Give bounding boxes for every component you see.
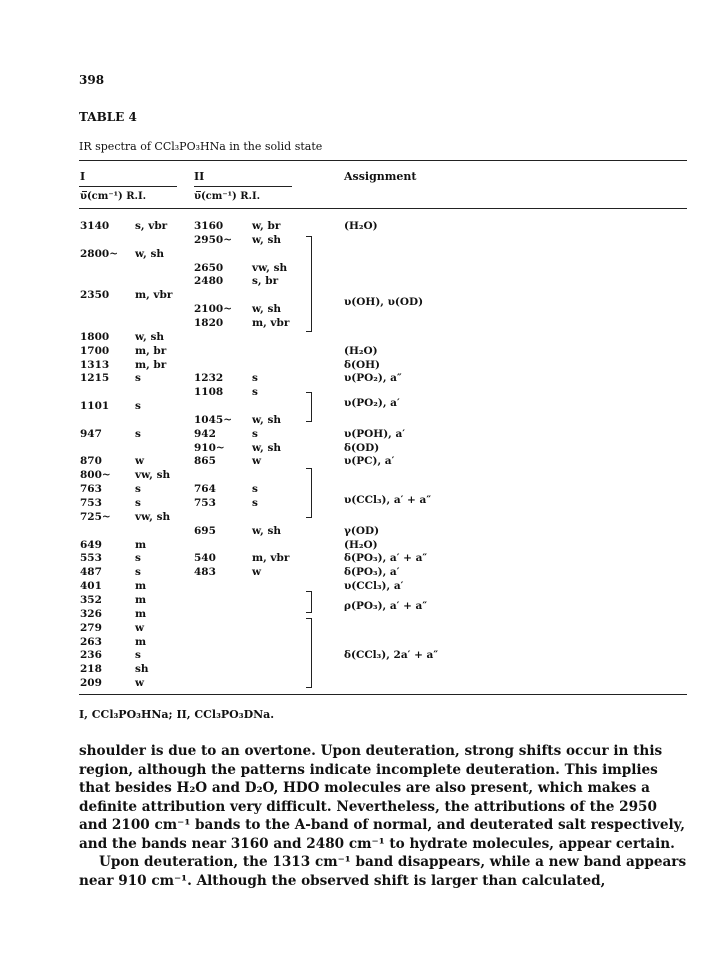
body-paragraph-2: Upon deuteration, the 1313 cm⁻¹ band disappears, while a new band appears near 910 cm⁻¹. Although the observed shift is larger than calculated, (79, 854, 687, 889)
cell-ri-ii: s (252, 497, 258, 509)
cell-freq-ii: 2650 (194, 261, 224, 274)
cell-assignment: δ(CCl₃), 2a′ + a″ (344, 649, 439, 662)
cell-freq-i: 326 (80, 607, 102, 620)
cell-freq-i: 553 (80, 552, 102, 565)
cell-ri-ii: s, br (252, 275, 279, 288)
cell-ri-ii: w, sh (252, 524, 282, 537)
cell-freq-ii: 942 (194, 427, 216, 440)
cell-freq-ii: 910~ (194, 441, 225, 454)
cell-freq-ii: 2480 (194, 275, 224, 288)
cell-assignment: υ(PO₂), a′ (344, 397, 400, 410)
header-col-ii: II (194, 170, 205, 183)
cell-ri-ii: s (252, 427, 258, 440)
cell-freq-i: 218 (80, 663, 102, 676)
cell-ri-ii: w (252, 455, 262, 468)
cell-ri-ii: s (252, 386, 258, 399)
cell-ri-i: vw, sh (135, 469, 171, 482)
body-text (79, 742, 689, 890)
cell-ri-i: w, sh (135, 247, 165, 260)
cell-freq-i: 800~ (80, 469, 111, 482)
cell-freq-i: 236 (80, 649, 102, 662)
cell-freq-i: 263 (80, 635, 102, 648)
cell-freq-i: 2350 (80, 289, 110, 302)
cell-freq-i: 279 (80, 621, 102, 634)
header-i-underline (79, 186, 177, 187)
cell-ri-ii: s (252, 372, 258, 385)
cell-freq-i: 1215 (80, 372, 110, 385)
cell-freq-i: 763 (80, 483, 102, 496)
cell-assignment: γ(OD) (344, 524, 380, 537)
table-bottom-rule (79, 694, 687, 695)
header-col-i: I (80, 170, 86, 183)
cell-freq-i: 209 (80, 677, 102, 690)
cell-ri-ii: w (252, 566, 262, 579)
cell-ri-i: w (135, 621, 145, 634)
cell-ri-i: s (135, 497, 141, 509)
cell-freq-i: 487 (80, 566, 102, 579)
cell-freq-i: 3140 (80, 220, 110, 232)
table-label: TABLE 4 (79, 110, 137, 124)
cell-freq-i: 753 (80, 497, 102, 509)
cell-assignment: υ(PO₂), a″ (344, 372, 402, 385)
table-caption: IR spectra of CCl₃PO₃HNa in the solid state (79, 140, 323, 153)
cell-freq-i: 352 (80, 593, 102, 606)
cell-ri-ii: m, vbr (252, 316, 290, 329)
cell-freq-ii: 1108 (194, 386, 224, 399)
cell-ri-i: w (135, 677, 145, 690)
cell-ri-ii: w, sh (252, 233, 282, 246)
cell-assignment: ρ(PO₃), a′ + a″ (344, 599, 428, 612)
cell-ri-ii: w, sh (252, 441, 282, 454)
cell-ri-i: s (135, 566, 141, 579)
cell-assignment: υ(OH), υ(OD) (344, 296, 424, 309)
cell-assignment: υ(PC), a′ (344, 455, 395, 468)
cell-ri-i: s (135, 427, 141, 440)
page-number: 398 (79, 73, 105, 87)
cell-assignment: υ(POH), a′ (344, 427, 406, 440)
cell-ri-i: sh (135, 663, 149, 676)
cell-freq-ii: 2100~ (194, 303, 233, 316)
body-paragraph-1: shoulder is due to an overtone. Upon deuteration, strong shifts occur in this region, although the patterns indicate incomplete deuteration. This implies that besides H₂O and D₂O, HDO molecules are also present, which makes a definite attribution very difficult. Nevertheless, the attributions of the 2950 and 2100 cm⁻¹ bands to the A-band of normal, and deuterated salt respectively, and the bands near 3160 and 2480 cm⁻¹ to hydrate molecules, appear certain. (79, 743, 685, 852)
cell-freq-i: 2800~ (80, 247, 119, 260)
table-footnote: I, CCl₃PO₃HNa; II, CCl₃PO₃DNa. (79, 708, 275, 721)
cell-freq-ii: 764 (194, 483, 216, 496)
cell-ri-i: m, br (135, 358, 167, 371)
cell-assignment: υ(CCl₃), a′ (344, 580, 404, 593)
cell-assignment: (H₂O) (344, 344, 378, 357)
cell-assignment: δ(OD) (344, 441, 380, 454)
cell-freq-ii: 540 (194, 552, 216, 565)
cell-ri-ii: s (252, 483, 258, 496)
cell-freq-ii: 2950~ (194, 233, 233, 246)
cell-ri-i: s, vbr (135, 220, 168, 232)
cell-assignment: (H₂O) (344, 220, 378, 232)
cell-ri-i: m (135, 635, 147, 648)
cell-ri-i: w, sh (135, 330, 165, 343)
cell-ri-i: m (135, 607, 147, 620)
bracket-delta-ccl3 (306, 618, 312, 688)
cell-freq-i: 870 (80, 455, 102, 468)
cell-ri-ii: m, vbr (252, 552, 290, 565)
cell-ri-i: s (135, 552, 141, 565)
cell-ri-i: m (135, 538, 147, 551)
header-ii-underline (194, 186, 292, 187)
cell-ri-i: s (135, 649, 141, 662)
bracket-ccl3 (306, 468, 312, 518)
bracket-rho-po3 (306, 591, 312, 613)
cell-assignment: δ(OH) (344, 358, 381, 371)
cell-freq-ii: 695 (194, 524, 216, 537)
cell-ri-i: m, vbr (135, 289, 173, 302)
cell-freq-i: 1700 (80, 344, 110, 357)
cell-assignment: υ(CCl₃), a′ + a″ (344, 494, 432, 506)
cell-freq-ii: 865 (194, 455, 216, 468)
cell-freq-i: 1313 (80, 358, 110, 371)
cell-freq-ii: 1232 (194, 372, 224, 385)
cell-freq-ii: 753 (194, 497, 216, 509)
subheader-col-i: υ̅(cm⁻¹) R.I. (80, 191, 147, 202)
cell-freq-i: 1800 (80, 330, 110, 343)
cell-ri-i: m (135, 580, 147, 593)
cell-freq-i: 725~ (80, 510, 111, 523)
cell-ri-i: s (135, 483, 141, 496)
cell-ri-ii: w, sh (252, 303, 282, 316)
cell-freq-ii: 1045~ (194, 413, 233, 426)
cell-freq-ii: 483 (194, 566, 216, 579)
cell-ri-i: s (135, 400, 141, 413)
cell-freq-ii: 1820 (194, 316, 224, 329)
subheader-col-ii: υ̅(cm⁻¹) R.I. (194, 191, 261, 202)
header-assignment: Assignment (344, 170, 417, 183)
header-bottom-rule (79, 208, 687, 209)
bracket-oh-od (306, 236, 312, 332)
cell-assignment: δ(PO₃), a′ + a″ (344, 552, 428, 565)
cell-ri-i: w (135, 455, 145, 468)
cell-ri-ii: w, sh (252, 413, 282, 426)
cell-ri-i: vw, sh (135, 510, 171, 523)
cell-freq-i: 947 (80, 427, 102, 440)
cell-freq-ii: 3160 (194, 220, 224, 232)
cell-freq-i: 1101 (80, 400, 110, 413)
cell-ri-ii: w, br (252, 220, 281, 232)
cell-freq-i: 401 (80, 580, 102, 593)
cell-assignment: (H₂O) (344, 538, 378, 551)
bracket-po2 (306, 392, 312, 422)
cell-ri-i: m, br (135, 344, 167, 357)
table-top-rule (79, 160, 687, 161)
cell-assignment: δ(PO₃), a′ (344, 566, 400, 579)
cell-ri-i: s (135, 372, 141, 385)
cell-ri-ii: vw, sh (252, 261, 288, 274)
cell-ri-i: m (135, 593, 147, 606)
cell-freq-i: 649 (80, 538, 102, 551)
